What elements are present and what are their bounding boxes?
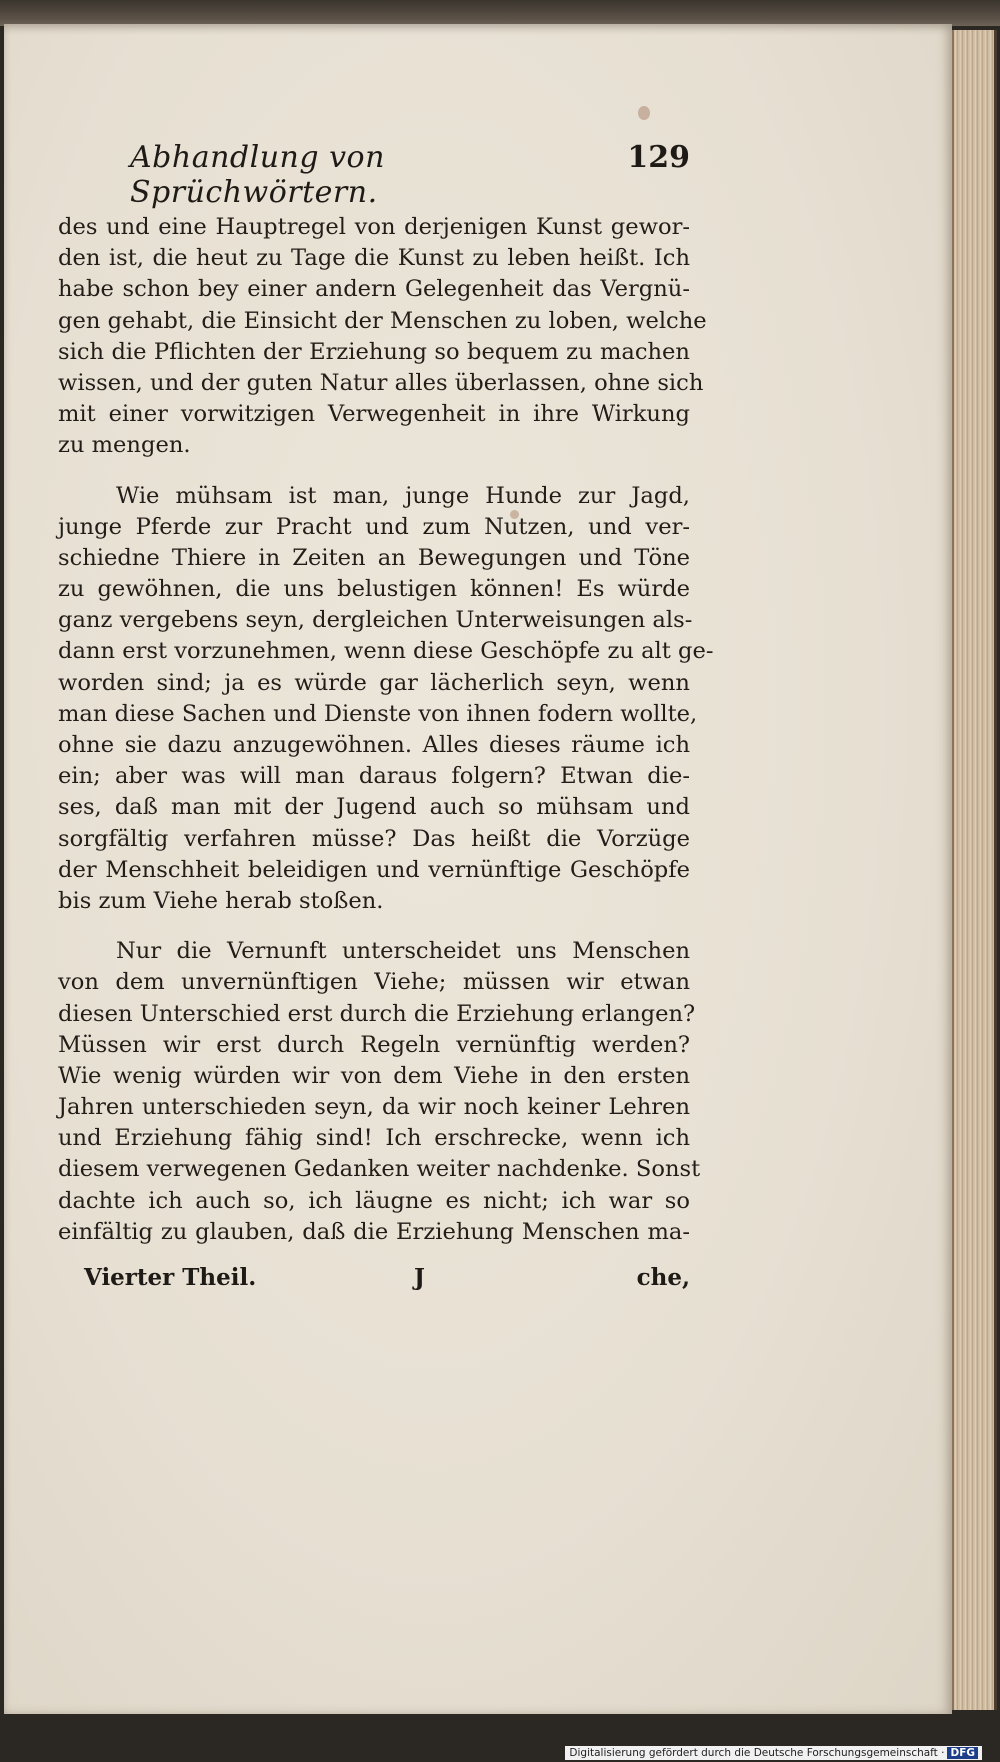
text-line: zu mengen. [58,432,191,459]
text-line: den ist, die heut zu Tage die Kunst zu leben heißt. Ich [58,245,690,272]
text-line: zu gewöhnen, die uns belustigen können! Es würde [58,576,690,603]
digitization-credit [565,1746,982,1760]
text-line: Müssen wir erst durch Regeln vernünftig werden? [58,1031,690,1058]
text-line: diesem verwegenen Gedanken weiter nachdenke. Sonst [58,1156,701,1183]
page-edges [952,30,997,1710]
catchword: che, [636,1264,690,1291]
text-line: habe schon bey einer andern Gelegenheit das Vergnü- [58,276,690,303]
text-line: Wie wenig würden wir von dem Viehe in den ersten [58,1062,690,1089]
text-line: sich die Pflichten der Erziehung so bequem zu machen [58,338,690,365]
scan-top-border [0,0,1000,26]
text-line: dachte ich auch so, ich läugne es nicht; ich war so [58,1187,690,1214]
sheet-mark: J [414,1264,425,1291]
text-line: mit einer vorwitzigen Verwegenheit in ihre Wirkung [58,401,690,428]
page-footer [84,1264,690,1298]
text-line: einfältig zu glauben, daß die Erziehung Menschen ma- [58,1218,690,1245]
paragraph-gap [58,462,690,481]
text-line: der Menschheit beleidigen und vernünftige Geschöpfe [58,856,690,883]
running-head [130,140,690,210]
text-line: wissen, und der guten Natur alles überlassen, ohne sich [58,369,704,396]
text-line: Jahren unterschieden seyn, da wir noch keiner Lehren [58,1094,690,1121]
text-line: dann erst vorzunehmen, wenn diese Geschöpfe zu alt ge- [58,638,714,665]
text-line: junge Pferde zur Pracht und zum Nutzen, und ver- [58,513,690,540]
text-line: man diese Sachen und Dienste von ihnen fodern wollte, [58,700,698,727]
dfg-logo-icon: DFG [947,1747,978,1759]
text-line: worden sind; ja es würde gar lächerlich seyn, wenn [58,669,690,696]
text-line: ohne sie dazu anzugewöhnen. Alles dieses räume ich [58,732,690,758]
text-line: sorgfältig verfahren müsse? Das heißt die Vorzüge [58,825,690,852]
text-line: des und eine Hauptregel von derjenigen Kunst gewor- [58,214,690,240]
text-line: bis zum Viehe herab stoßen. [58,887,384,914]
text-line: diesen Unterschied erst durch die Erziehung erlangen? [58,1000,696,1027]
body-text [58,212,714,1248]
text-line: ses, daß man mit der Jugend auch so mühsam und [58,794,690,821]
text-line: schiedne Thiere in Zeiten an Bewegungen und Töne [58,544,690,571]
paragraph [58,936,701,1248]
paragraph [58,481,714,918]
running-title: Abhandlung von Sprüchwörtern. [130,140,385,210]
signature-line: Vierter Theil. [84,1264,257,1291]
text-line: Nur die Vernunft unterscheidet uns Menschen [116,938,690,965]
paper-stain [638,106,650,120]
page-number: 129 [627,140,690,175]
text-line: ganz vergebens seyn, dergleichen Unterweisungen als- [58,607,693,634]
text-line: ein; aber was will man daraus folgern? Etwan die- [58,763,690,790]
credit-text: Digitalisierung gefördert durch die Deutsche Forschungsgemeinschaft · [569,1747,945,1759]
text-line: Wie mühsam ist man, junge Hunde zur Jagd, [116,482,690,509]
paragraph [58,212,707,462]
text-line: von dem unvernünftigen Viehe; müssen wir etwan [58,969,690,996]
paragraph-gap [58,917,690,936]
text-line: und Erziehung fähig sind! Ich erschrecke, wenn ich [58,1125,690,1152]
text-line: gen gehabt, die Einsicht der Menschen zu loben, welche [58,307,707,334]
